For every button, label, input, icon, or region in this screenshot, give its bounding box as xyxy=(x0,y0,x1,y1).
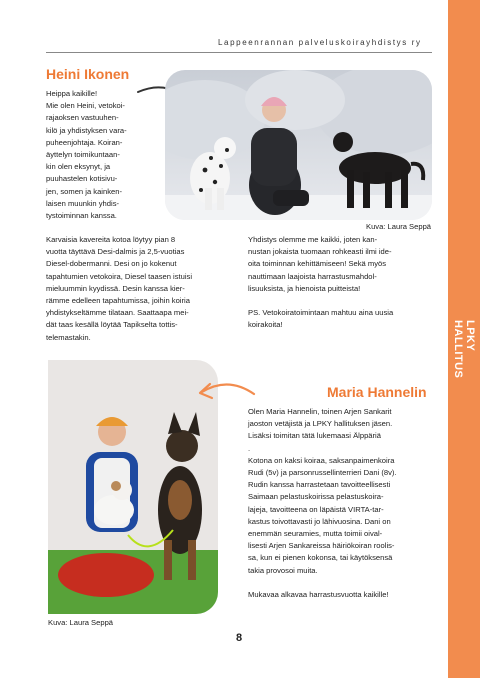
text-line: Olen Maria Hannelin, toinen Arjen Sankarit xyxy=(248,407,392,416)
text-line: Diesel-dobermanni. Desi on jo kokenut xyxy=(46,259,177,269)
heini-photo-caption: Kuva: Laura Seppä xyxy=(366,222,432,231)
text-line: koirakoita! xyxy=(248,320,283,330)
text-line: puuhastelen kotisivu- xyxy=(46,174,118,184)
section-label-text: LPKY HALLITUS xyxy=(452,320,476,379)
text-line: Yhdistys olemme me kaikki, joten kan- xyxy=(248,235,378,244)
text-line: yhdistykseltämme tilataan. Saattaapa mei- xyxy=(46,308,189,318)
maria-name-heading: Maria Hannelin xyxy=(327,384,427,400)
text-line: sa, kun ei pienen kokonsa, tai käytöksensä xyxy=(248,553,393,563)
maria-text xyxy=(248,406,432,601)
curved-arrow-icon xyxy=(192,374,258,404)
text-line: lisesti Arjen Sankareissa häiriökoiran roolis- xyxy=(248,541,395,551)
text-line: telemastakin. xyxy=(46,332,91,342)
text-line: Rudin kanssa harrastetaan tavoitteellisesti xyxy=(248,480,391,490)
text-line: kastus toivottavasti jo lähivuosina. Dani on xyxy=(248,516,391,526)
text-line: vuotta täyttävä Desi-dalmis ja 2,5-vuotias xyxy=(46,247,185,257)
text-line xyxy=(248,577,432,589)
text-line: nustan jokaista tuomaan rohkeasti ilmi ide- xyxy=(248,247,392,257)
text-line xyxy=(248,295,432,307)
heini-closing-text xyxy=(248,234,432,332)
heini-dogs-photo xyxy=(165,70,432,220)
text-line: . xyxy=(248,443,251,453)
text-line: Lisäksi toimitan tätä lukemaasi Älppäriä xyxy=(248,431,381,441)
text-line: Saimaan pelastuskoirissa pelastuskoira- xyxy=(248,492,384,502)
text-line: kin olen eksynyt, ja xyxy=(46,162,111,172)
organization-name: Lappeenrannan palveluskoirayhdistys ry xyxy=(218,38,422,47)
text-line: oita toiminnan kehittämiseen! Sekä myös xyxy=(248,259,387,269)
heini-dogs-text xyxy=(46,234,232,344)
text-line: rajaoksen vastuuhen- xyxy=(46,113,119,123)
text-line: dät taas kesällä löytää Tapikselta tottis- xyxy=(46,320,178,330)
text-line: Heippa kaikille! xyxy=(46,89,98,98)
text-line: Rudi (5v) ja parsonrussellinterrieri Dani (8v). xyxy=(248,468,397,478)
text-line: mieluummin kyydissä. Desin kanssa kier- xyxy=(46,283,185,293)
text-line: kilö ja yhdistyksen vara- xyxy=(46,125,127,135)
heini-intro-text xyxy=(46,88,160,222)
text-line: enemmän seuramies, mutta toimii oival- xyxy=(248,529,383,539)
heini-name-heading: Heini Ikonen xyxy=(46,66,130,82)
section-label xyxy=(448,320,480,410)
text-line: jen, somen ja kainken- xyxy=(46,186,122,196)
text-line: takia provosoi muita. xyxy=(248,565,318,575)
text-line: äyttelyn toimikuntaan- xyxy=(46,150,120,160)
text-line: Mukavaa alkavaa harrastusvuotta kaikille! xyxy=(248,590,389,600)
text-line: puheenjohtaja. Koiran- xyxy=(46,137,123,147)
text-line: Mie olen Heini, vetokoi- xyxy=(46,101,125,111)
text-line: Kotona on kaksi koiraa, saksanpaimenkoira xyxy=(248,455,395,465)
text-line: laisen muunkin yhdis- xyxy=(46,198,120,208)
text-line: lisuuksista, ja hienoista puitteista! xyxy=(248,283,361,293)
text-line: tapahtumien vetokoira, Diesel taasen istuisi xyxy=(46,271,193,281)
text-line: nauttimaan laajoista harrastusmahdol- xyxy=(248,271,377,281)
text-line: PS. Vetokoiratoimintaan mahtuu aina uusia xyxy=(248,308,394,318)
header-divider xyxy=(46,52,432,53)
page-number: 8 xyxy=(236,632,243,644)
text-line: lajeja, tavoitteena on läpäistä VIRTA-tar- xyxy=(248,504,384,514)
text-line: Karvaisia kavereita kotoa löytyy pian 8 xyxy=(46,235,176,244)
maria-photo-caption: Kuva: Laura Seppä xyxy=(48,618,114,627)
text-line: tystoiminnan kanssa. xyxy=(46,211,117,221)
text-line: jaoston vetäjistä ja LPKY hallituksen jäsen. xyxy=(248,419,393,429)
text-line: rämme edelleen tapahtumissa, joihin koiria xyxy=(46,296,190,306)
